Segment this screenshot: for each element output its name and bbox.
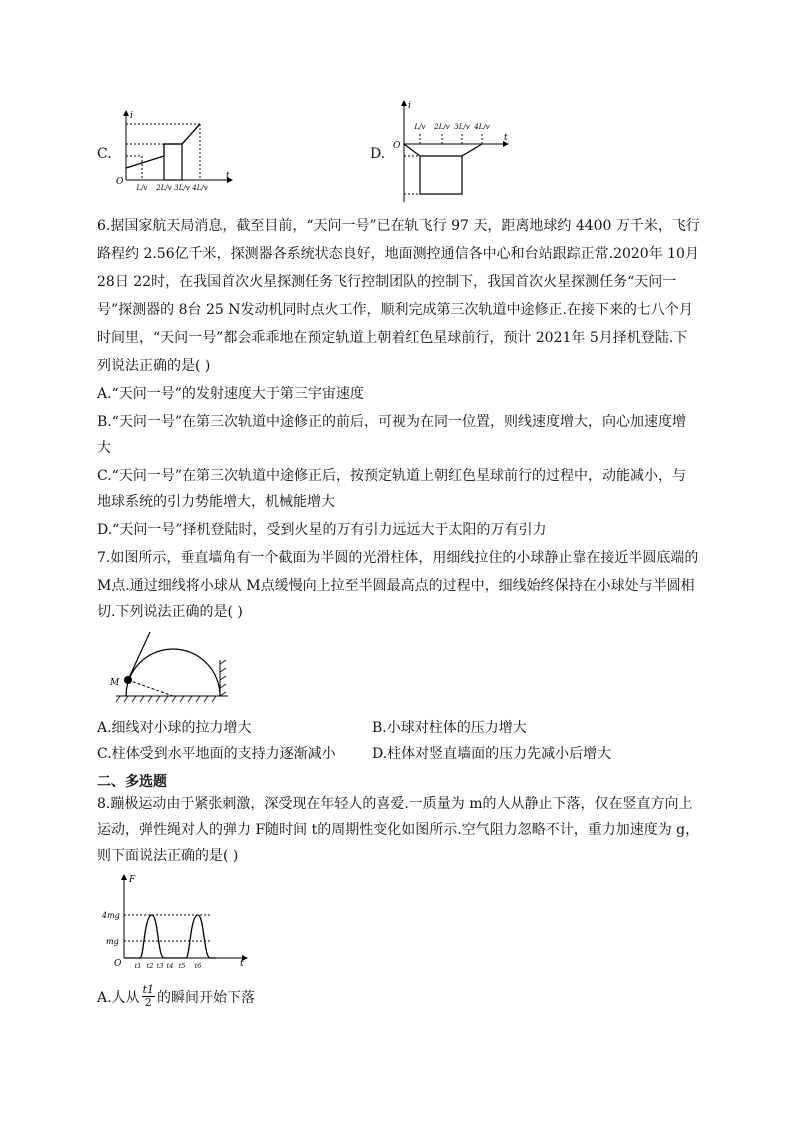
fraction-denominator: 2 (144, 996, 152, 1009)
tick-c-3: 3L/v (174, 184, 190, 192)
tick-d-1: L/v (414, 123, 426, 131)
tick-t5: t5 (178, 962, 186, 970)
q6-text-line: 时间里，“天问一号”都会乖乖地在预定轨道上朝着红色星球前行，预计 2021年 5月择机登陆.下 (97, 330, 688, 346)
tick-d-2: 2L/v (434, 123, 450, 131)
tick-t3: t3 (156, 962, 164, 970)
q7-option-b: B.小球对柱体的压力增大 (372, 720, 527, 736)
tick-t1: t1 (134, 962, 142, 970)
tick-c-1: L/v (136, 184, 148, 192)
tick-d-4: 4L/v (474, 123, 490, 131)
q8-option-a-suffix: 的瞬间开始下落 (156, 989, 255, 1006)
point-m-label: M (110, 678, 120, 688)
origin-label: O (114, 959, 122, 969)
q8-option-a-prefix: A.人从 (97, 989, 140, 1006)
axis-t-label: t (504, 133, 508, 143)
q6-option-c-cont: 地球系统的引力势能增大，机械能增大 (97, 494, 335, 510)
q6-option-b-cont: 大 (97, 440, 111, 456)
y-label-mg: mg (106, 937, 119, 946)
q6-text-line: 号”探测器的 8台 25 N发动机同时点火工作，顺利完成第三次轨道中途修正.在接下来的七八个月 (97, 302, 693, 318)
q7-text-line: 切.下列说法正确的是( ) (97, 604, 243, 620)
tick-t6: t6 (194, 962, 202, 970)
q8-text-line: 运动，弹性绳对人的弹力 F随时间 t的周期性变化如图所示.空气阻力忽略不计，重力加速度为 g， (97, 822, 700, 838)
fraction-numerator: t1 (142, 983, 154, 996)
tick-c-4: 4L/v (192, 184, 208, 192)
q5-figure-d (388, 98, 513, 206)
section-heading: 二、多选题 (97, 774, 167, 790)
axis-i-label: i (130, 111, 133, 121)
q7-option-a: A.细线对小球的拉力增大 (97, 720, 252, 736)
fraction (142, 984, 155, 1009)
q7-figure-half-cylinder (106, 630, 236, 706)
q5-option-d-label: D. (370, 146, 386, 162)
axis-t-label: t (240, 959, 244, 969)
q6-text-line: 28日 22时，在我国首次火星探测任务飞行控制团队的控制下，我国首次火星探测任务“天问一 (97, 274, 677, 290)
q8-text-line: 则下面说法正确的是( ) (97, 848, 239, 864)
q5-option-c-label: C. (97, 146, 112, 162)
q8-option-a (97, 984, 255, 1009)
q6-option-b: B.“天问一号”在第三次轨道中途修正的前后，可视为在同一位置，则线速度增大，向心加速度增 (97, 414, 687, 430)
q7-option-d: D.柱体对竖直墙面的压力先减小后增大 (372, 746, 612, 762)
q6-option-a: A.“天问一号”的发射速度大于第三宇宙速度 (97, 386, 364, 402)
ball (124, 676, 132, 684)
q8-force-time-graph (100, 872, 250, 970)
axis-f-label: F (129, 875, 136, 885)
origin-label: O (393, 141, 401, 151)
tick-t4: t4 (166, 962, 174, 970)
q6-text-line: 6.据国家航天局消息，截至目前，“天问一号”已在轨飞行 97 天，距离地球约 4400 万千米，飞行 (97, 218, 700, 234)
q5-figure-c (112, 108, 237, 200)
q6-option-d: D.“天问一号”择机登陆时，受到火星的万有引力远远大于太阳的万有引力 (97, 522, 547, 538)
q8-text-line: 8.蹦极运动由于紧张刺激，深受现在年轻人的喜爱.一质量为 m的人从静止下落，仅在竖直方向上 (97, 796, 693, 812)
tick-c-2: 2L/v (156, 184, 172, 192)
tick-t2: t2 (146, 962, 154, 970)
origin-label: O (116, 177, 124, 187)
q6-text-line: 路程约 2.56亿千米，探测器各系统状态良好，地面测控通信各中心和台站跟踪正常.2020年 10月 (97, 246, 699, 262)
q7-option-c: C.柱体受到水平地面的支持力逐渐减小 (97, 746, 336, 762)
y-label-4mg: 4mg (102, 911, 120, 920)
q7-text-line: 7.如图所示，垂直墙角有一个截面为半圆的光滑柱体，用细线拉住的小球静止靠在接近半圆底端的 (97, 550, 699, 566)
q6-text-line: 列说法正确的是( ) (97, 358, 211, 374)
axis-t-label: t (226, 171, 230, 181)
q7-text-line: M点.通过细线将小球从 M点缓慢向上拉至半圆最高点的过程中，细线始终保持在小球处与半圆相 (97, 578, 695, 594)
q6-option-c: C.“天问一号”在第三次轨道中途修正后，按预定轨道上朝红色星球前行的过程中，动能减小，与 (97, 468, 686, 484)
tick-d-3: 3L/v (454, 123, 470, 131)
axis-i-label: i (408, 101, 411, 111)
